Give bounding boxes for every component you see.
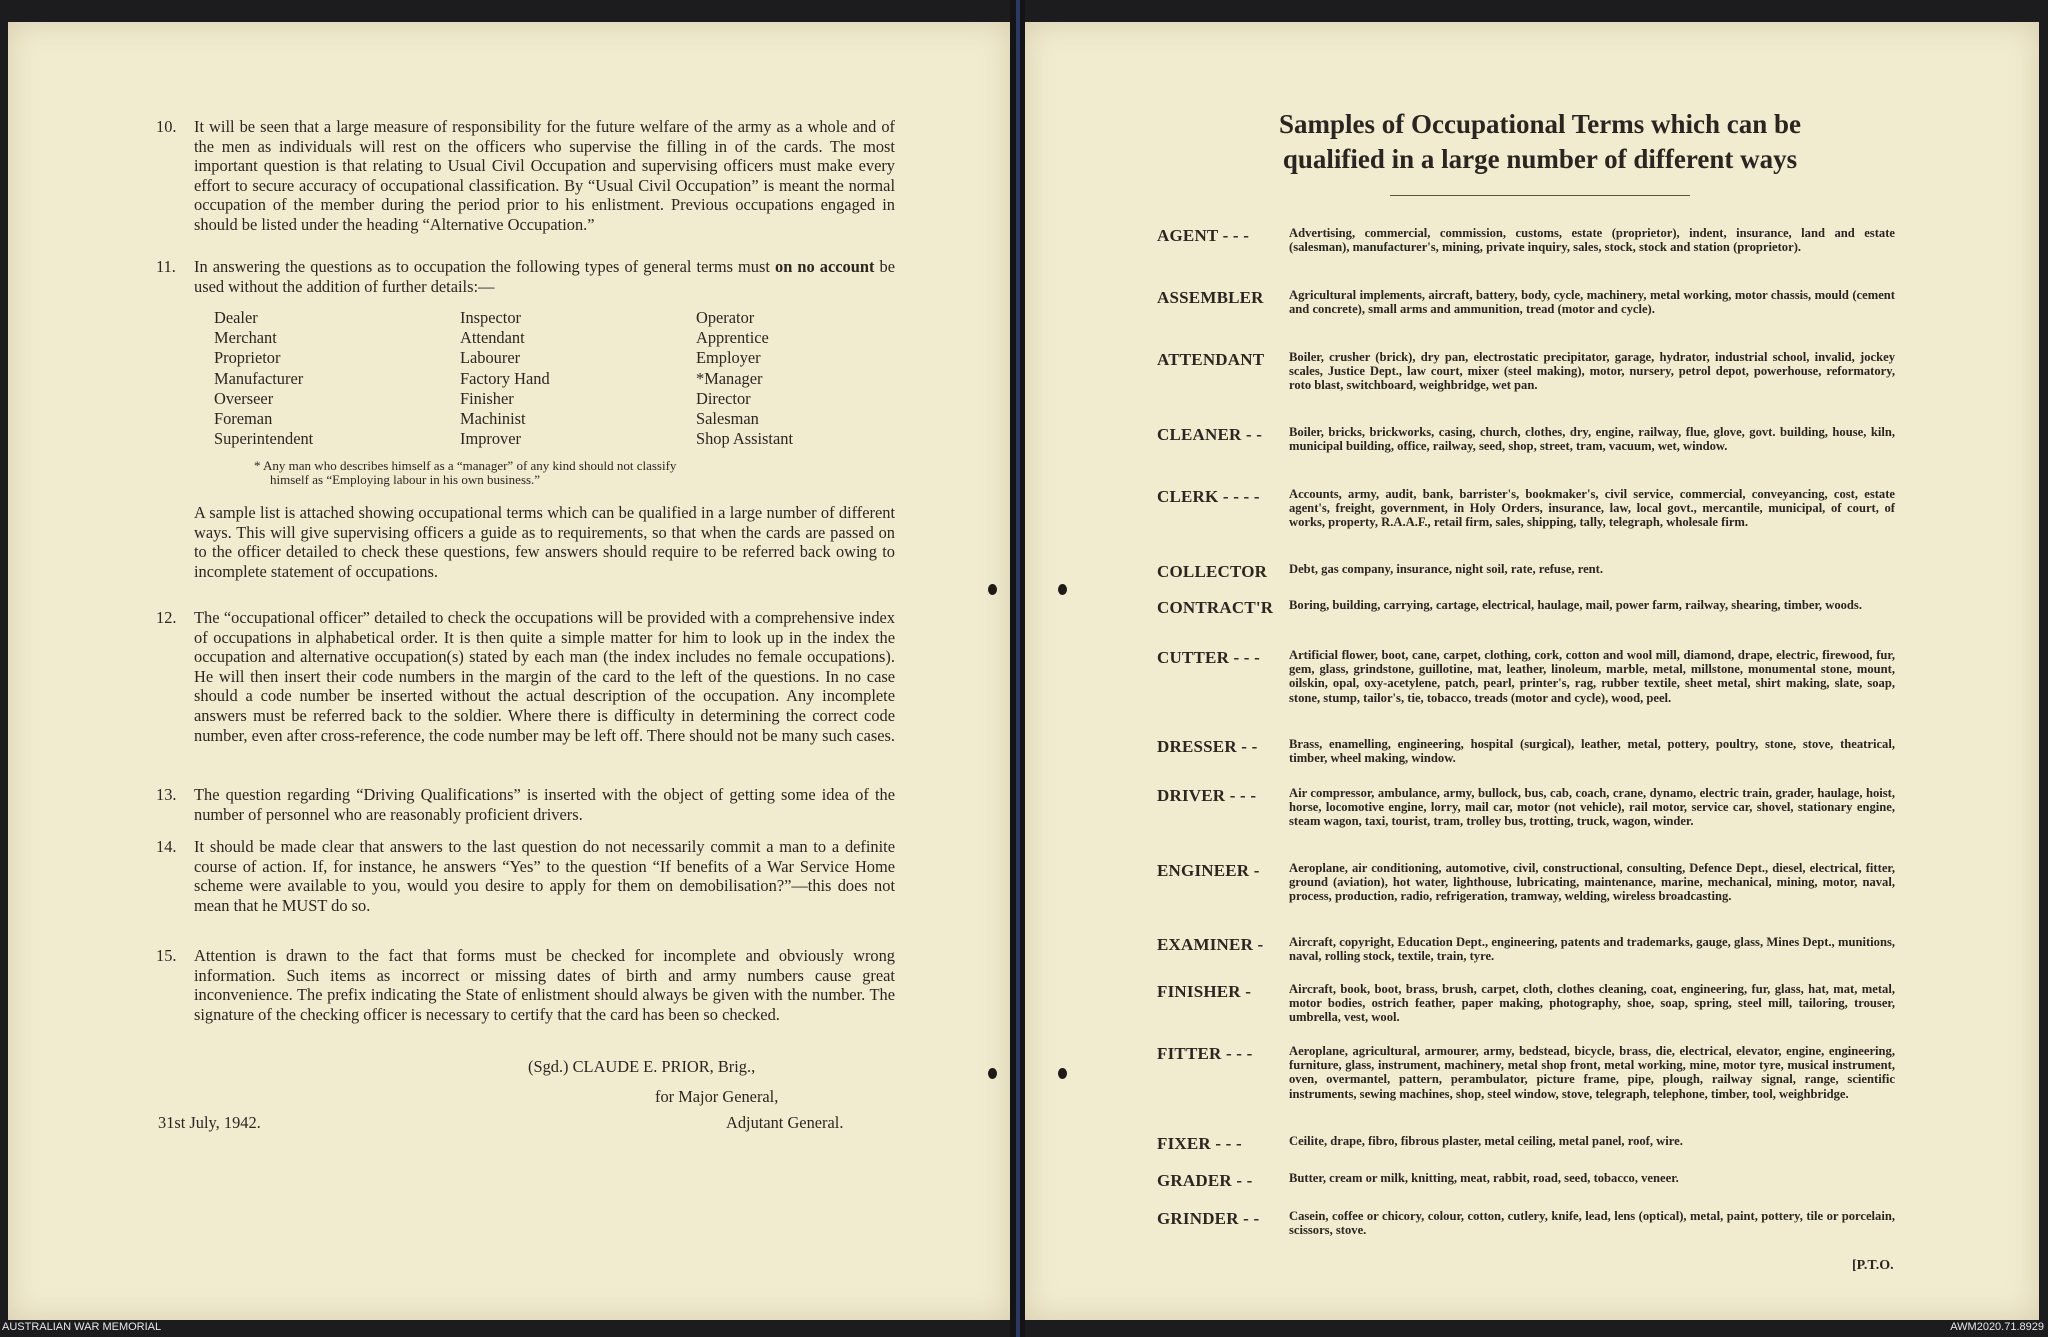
occupation-term: AGENT - - - xyxy=(1157,226,1250,245)
footnote-line: * Any man who describes himself as a “manager” of any kind should not classify xyxy=(254,458,677,473)
occupation-term: CLEANER - - xyxy=(1157,425,1263,444)
occupation-term: GRADER - - xyxy=(1157,1171,1253,1190)
paragraph-number: 14. xyxy=(156,837,177,856)
punch-hole xyxy=(988,1068,997,1079)
term-item: Merchant xyxy=(214,328,277,348)
signature-line: (Sgd.) CLAUDE E. PRIOR, Brig., xyxy=(528,1057,756,1076)
term-item: Dealer xyxy=(214,308,258,327)
occupation-qualifiers: Casein, coffee or chicory, colour, cotton, cutlery, knife, lead, lens (optical), metal, paint, pottery, tile or porcelain, scissors, stove. xyxy=(1289,1209,1895,1238)
paragraph-text: It should be made clear that answers to the last question do not necessarily commit a man to a definite course of action. If, for instance, he answers “Yes” to the question “If benefits of a War Service Home scheme were available to you, would you desire to apply for them on demobilisation?”—this does not mean that he MUST do so. xyxy=(194,837,895,915)
term-item: Salesman xyxy=(696,409,759,429)
paragraph-text: It will be seen that a large measure of responsibility for the future welfare of the army as a whole and of the men as individuals will rest on the officers who supervise the filling in of the cards. The most important question is that relating to Usual Civil Occupation and supervising officers must make every effort to secure accuracy of occupational classification. By “Usual Civil Occupation” is meant the normal occupation of the member during the period prior to his enlistment. Previous occupations engaged in should be listed under the heading “Alternative Occupation.” xyxy=(194,117,895,234)
paragraph-number: 12. xyxy=(156,608,177,627)
term-item: *Manager xyxy=(696,368,763,388)
terms-column-2 xyxy=(460,308,550,449)
page-title xyxy=(1160,107,1920,177)
paragraph-number: 13. xyxy=(156,785,177,804)
occupation-term: ATTENDANT xyxy=(1157,350,1265,369)
paragraph-number: 11. xyxy=(156,257,176,276)
occupation-term: ENGINEER - xyxy=(1157,861,1260,880)
manager-footnote xyxy=(254,459,874,487)
occupation-qualifiers: Debt, gas company, insurance, night soil, rate, refuse, rent. xyxy=(1289,562,1604,576)
occupation-qualifiers: Ceilite, drape, fibro, fibrous plaster, metal ceiling, metal panel, roof, wire. xyxy=(1289,1134,1683,1148)
signature-title: for Major General, xyxy=(655,1087,779,1106)
term-item: Inspector xyxy=(460,308,521,327)
punch-hole xyxy=(1058,1068,1067,1079)
paragraph-text: The question regarding “Driving Qualifications” is inserted with the object of getting some idea of the number of personnel who are reasonably proficient drivers. xyxy=(194,785,895,824)
occupation-term: CONTRACT'R xyxy=(1157,598,1274,617)
signature-office: Adjutant General. xyxy=(726,1113,844,1132)
paragraph-number: 10. xyxy=(156,117,177,136)
occupation-qualifiers: Boiler, bricks, brickworks, casing, church, clothes, dry, engine, railway, flue, glove, govt. building, house, kiln, municipal building, office, railway, seed, shop, street, tram, vacuum, wet, window. xyxy=(1289,425,1895,454)
term-item: Factory Hand xyxy=(460,368,550,388)
occupation-qualifiers: Boring, building, carrying, cartage, electrical, haulage, mail, power farm, railway, shearing, timber, woods. xyxy=(1289,598,1862,612)
binding-edge xyxy=(1016,0,1020,1337)
punch-hole xyxy=(988,584,997,595)
occupation-term: COLLECTOR xyxy=(1157,562,1268,581)
term-item: Manufacturer xyxy=(214,368,304,388)
paragraph-10 xyxy=(158,117,895,235)
term-item: Overseer xyxy=(214,388,274,408)
occupation-qualifiers: Aeroplane, agricultural, armourer, army, bedstead, bicycle, brass, die, electrical, elevator, engine, engineering, furniture, glass, instrument, machinery, metal shop front, metal working, mine, motor tyre, musical instrument, oven, overmantel, pattern, perambulator, picture frame, pipe, plough, railway signal, range, scientific instruments, sewing machines, shop, steel window, stove, telegraph, telephone, timber, tool, weighbridge. xyxy=(1289,1044,1895,1101)
paragraph-11-continued xyxy=(158,503,895,581)
term-item: Attendant xyxy=(460,328,525,348)
paragraph-text: The “occupational officer” detailed to check the occupations will be provided with a comprehensive index of occupations in alphabetical order. It is then quite a simple matter for him to look up in the index the occupation and alternative occupation(s) stated by each man (the index includes no female occupations). He will then insert their code numbers in the margin of the card to the left of the questions. In no case should a code number be inserted without the actual description of the occupation. Any incomplete answers must be referred back to the soldier. Where there is difficulty in determining the correct code number, even after cross-reference, the code number may be left off. There should not be many such cases. xyxy=(194,608,895,745)
occupation-qualifiers: Accounts, army, audit, bank, barrister's, bookmaker's, civil service, commercial, conveyancing, cost, estate agent's, freight, government, in Holy Orders, insurance, law, local govt., mercantile, municipal, of court, of works, property, R.A.A.F., retail firm, sales, shipping, tally, telegraph, wholesale firm. xyxy=(1289,487,1895,530)
please-turn-over: [P.T.O. xyxy=(1852,1258,1894,1273)
paragraph-15 xyxy=(158,946,895,1024)
term-item: Employer xyxy=(696,348,761,368)
occupation-qualifiers: Boiler, crusher (brick), dry pan, electrostatic precipitator, garage, hydrator, industrial school, invalid, jockey scales, Justice Dept., law court, mixer (steel making), motor, nursery, petrol depot, powerhouse, reformatory, roto blast, switchboard, weighbridge, wet pan. xyxy=(1289,350,1895,393)
paragraph-number: 15. xyxy=(156,946,177,965)
title-line: Samples of Occupational Terms which can be xyxy=(1278,109,1802,139)
occupation-qualifiers: Aeroplane, air conditioning, automotive, civil, constructional, consulting, Defence Dept., diesel, electrical, fitter, ground (aviation), hot water, lighthouse, lubricating, maintenance, marine, mechanical, mining, motor, naval, process, production, radio, refrigeration, tramway, welding, wireless broadcasting. xyxy=(1289,861,1895,904)
paragraph-12 xyxy=(158,608,895,745)
occupation-qualifiers: Advertising, commercial, commission, customs, estate (proprietor), indent, insurance, land and estate (salesman), manufacturer's, mining, private inquiry, sales, stock, stock and station (proprietor). xyxy=(1289,226,1895,255)
punch-hole xyxy=(1058,584,1067,595)
term-item: Labourer xyxy=(460,348,521,368)
term-item: Improver xyxy=(460,429,521,449)
term-item: Director xyxy=(696,388,751,408)
archive-reference: AWM2020.71.8929 xyxy=(1950,1321,2044,1333)
occupation-term: CLERK - - - - xyxy=(1157,487,1260,506)
occupation-term: DRESSER - - xyxy=(1157,737,1258,756)
occupation-term: FINISHER - xyxy=(1157,982,1252,1001)
terms-column-3 xyxy=(696,308,793,449)
paragraph-text: A sample list is attached showing occupational terms which can be qualified in a large number of different ways. This will give supervising officers a guide as to requirements, so that when the cards are passed on to the officer detailed to check these questions, few answers should require to be referred back owing to incomplete statement of occupations. xyxy=(194,503,895,581)
occupation-term: EXAMINER - xyxy=(1157,935,1264,954)
occupation-qualifiers: Brass, enamelling, engineering, hospital (surgical), leather, metal, pottery, poultry, stone, stove, theatrical, timber, wheel making, window. xyxy=(1289,737,1895,766)
occupation-term: DRIVER - - - xyxy=(1157,786,1257,805)
document-date: 31st July, 1942. xyxy=(158,1113,261,1132)
term-item: Foreman xyxy=(214,409,273,429)
term-item: Operator xyxy=(696,308,755,327)
occupation-term: ASSEMBLER xyxy=(1157,288,1264,307)
occupation-term: FIXER - - - xyxy=(1157,1134,1242,1153)
title-divider xyxy=(1390,195,1690,196)
occupation-qualifiers: Artificial flower, boot, cane, carpet, clothing, cork, cotton and wool mill, diamond, drape, electric, firewood, fur, gem, glass, grindstone, guillotine, mat, leather, linoleum, marble, metal, millstone, monumental stone, mount, oilskin, opal, oxy-acetylene, patch, pearl, printer's, rag, rubber textile, sheet metal, shirt making, slate, soap, stone, stump, tailor's, tie, tobacco, treads (motor and cycle), wood, peel. xyxy=(1289,648,1895,705)
text-part: In answering the questions as to occupation the following types of general terms must xyxy=(194,257,775,276)
paragraph-text xyxy=(194,257,895,296)
paragraph-14 xyxy=(158,837,895,915)
emphasis-text: on no account xyxy=(775,257,875,276)
occupation-qualifiers: Butter, cream or milk, knitting, meat, rabbit, road, seed, tobacco, veneer. xyxy=(1289,1171,1679,1185)
occupation-qualifiers: Agricultural implements, aircraft, battery, body, cycle, machinery, metal working, motor chassis, mould (cement and concrete), small arms and ammunition, tread (motor and cycle). xyxy=(1289,288,1895,317)
title-line: qualified in a large number of different ways xyxy=(1282,144,1798,174)
footnote-line: himself as “Employing labour in his own business.” xyxy=(270,472,541,487)
occupation-qualifiers: Aircraft, copyright, Education Dept., engineering, patents and trademarks, gauge, glass, Mines Dept., munitions, naval, rolling stock, textile, train, tyre. xyxy=(1289,935,1895,964)
occupation-term: FITTER - - - xyxy=(1157,1044,1253,1063)
term-item: Proprietor xyxy=(214,348,281,368)
term-item: Apprentice xyxy=(696,328,769,348)
term-item: Finisher xyxy=(460,388,514,408)
term-item: Shop Assistant xyxy=(696,429,793,449)
archive-credit: AUSTRALIAN WAR MEMORIAL xyxy=(2,1321,162,1333)
term-item: Superintendent xyxy=(214,429,314,449)
paragraph-13 xyxy=(158,785,895,824)
terms-column-1 xyxy=(214,308,313,449)
occupation-qualifiers: Air compressor, ambulance, army, bullock, bus, cab, coach, crane, dynamo, electric train, grader, haulage, hoist, horse, locomotive engine, lorry, mail car, motor (not vehicle), rail motor, service car, shovel, stationary engine, steam wagon, taxi, tourist, tram, trolley bus, trotting, truck, wagon, winder. xyxy=(1289,786,1895,829)
occupation-qualifiers: Aircraft, book, boot, brass, brush, carpet, cloth, clothes cleaning, coat, engineering, fur, glass, hat, mat, metal, motor bodies, ostrich feather, paper making, photography, shoe, soap, spring, steel mill, tailoring, trouser, umbrella, vest, wool. xyxy=(1289,982,1895,1025)
occupation-term: GRINDER - - xyxy=(1157,1209,1260,1228)
paragraph-text: Attention is drawn to the fact that forms must be checked for incomplete and obviously wrong information. Such items as incorrect or missing dates of birth and army numbers cause great inconvenience. The prefix indicating the State of enlistment should always be given with the number. The signature of the checking officer is necessary to certify that the card has been so checked. xyxy=(194,946,895,1024)
text-part: be used without the addition of further details:— xyxy=(194,257,895,296)
occupation-term: CUTTER - - - xyxy=(1157,648,1260,667)
term-item: Machinist xyxy=(460,409,526,429)
paragraph-11 xyxy=(158,257,895,296)
